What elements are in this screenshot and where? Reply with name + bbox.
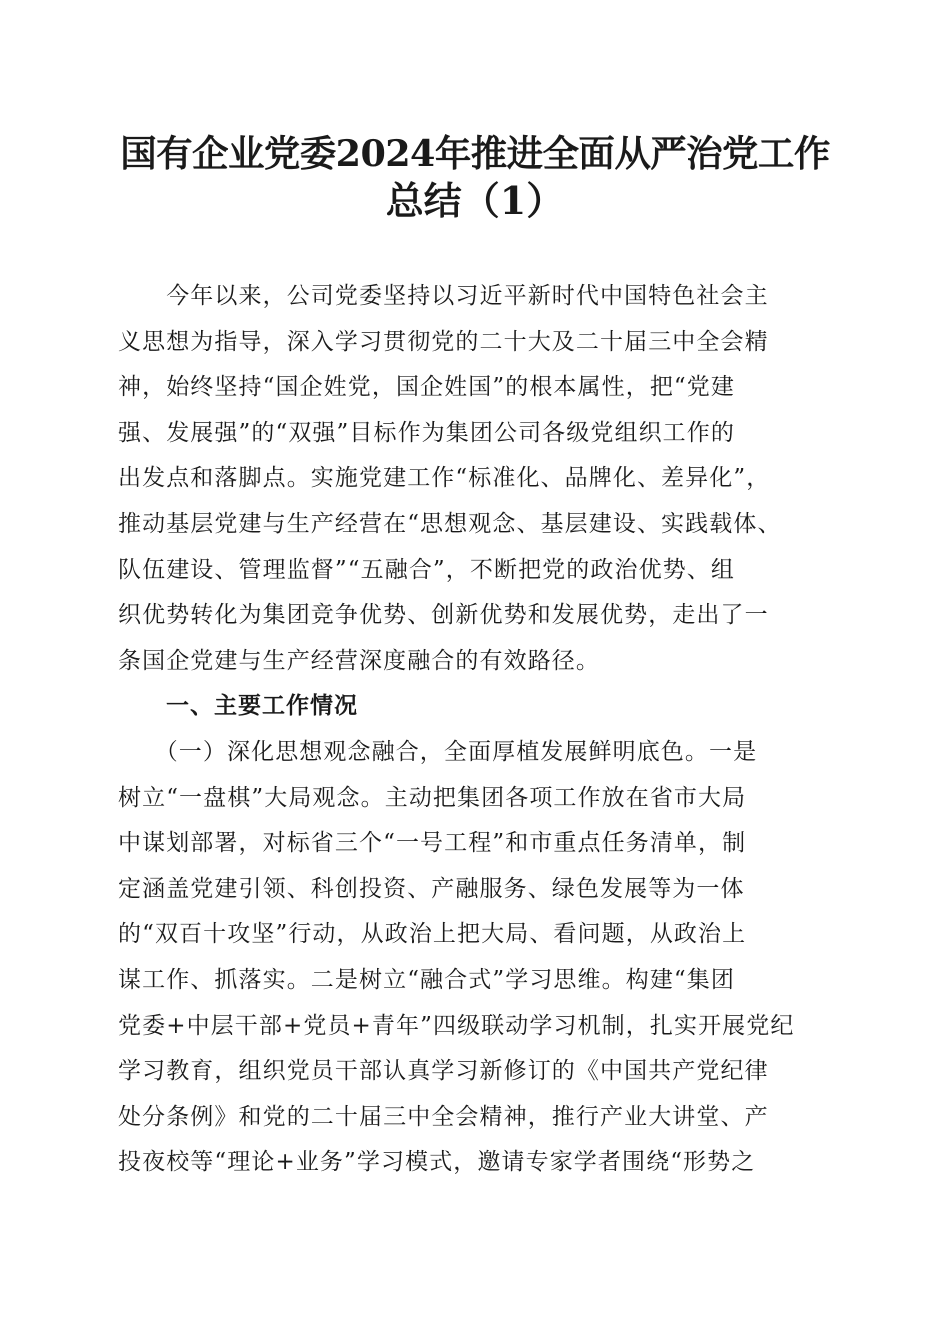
body-line: 中谋划部署，对标省三个“一号工程”和市重点任务清单，制 (118, 830, 747, 857)
body-line: 出发点和落脚点。实施党建工作“标准化、品牌化、差异化”， (118, 465, 771, 492)
body-line: （一）深化思想观念融合，全面厚植发展鲜明底色。一是 (118, 738, 758, 765)
body-line: 织优势转化为集团竞争优势、创新优势和发展优势，走出了一 (118, 602, 769, 629)
body-line: 谋工作、抓落实。二是树立“融合式”学习思维。构建“集团 (118, 966, 735, 993)
body-line: 队伍建设、管理监督”“五融合”，不断把党的政治优势、组 (118, 556, 735, 583)
body-line: 处分条例》和党的二十届三中全会精神，推行产业大讲堂、产 (118, 1103, 769, 1130)
document-title (118, 130, 832, 224)
body-line: 强、发展强”的“双强”目标作为集团公司各级党组织工作的 (118, 419, 735, 446)
body-line: 定涵盖党建引领、科创投资、产融服务、绿色发展等为一体 (118, 875, 745, 902)
body-line: 神，始终坚持“国企姓党，国企姓国”的根本属性，把“党建 (118, 374, 735, 401)
body-line: 义思想为指导，深入学习贯彻党的二十大及二十届三中全会精 (118, 328, 769, 355)
document-body (118, 274, 832, 1186)
title-line-1: 国有企业党委2024年推进全面从严治党工作 (120, 132, 830, 175)
body-line: 投夜校等“理论+业务”学习模式，邀请专家学者围绕“形势之 (118, 1149, 756, 1176)
body-line: 今年以来，公司党委坚持以习近平新时代中国特色社会主 (118, 283, 769, 309)
body-line: 条国企党建与生产经营深度融合的有效路径。 (118, 647, 600, 674)
body-line: 学习教育，组织党员干部认真学习新修订的《中国共产党纪律 (118, 1058, 769, 1085)
section-heading: 一、主要工作情况 (118, 693, 358, 720)
title-line-2: 总结（1） (385, 178, 565, 223)
body-line: 推动基层党建与生产经营在“思想观念、基层建设、实践载体、 (118, 510, 782, 537)
body-line: 党委+中层干部+党员+青年”四级联动学习机制，扎实开展党纪 (118, 1012, 795, 1039)
body-line: 的“双百十攻坚”行动，从政治上把大局、看问题，从政治上 (118, 921, 747, 948)
body-line: 树立“一盘棋”大局观念。主动把集团各项工作放在省市大局 (118, 784, 747, 811)
